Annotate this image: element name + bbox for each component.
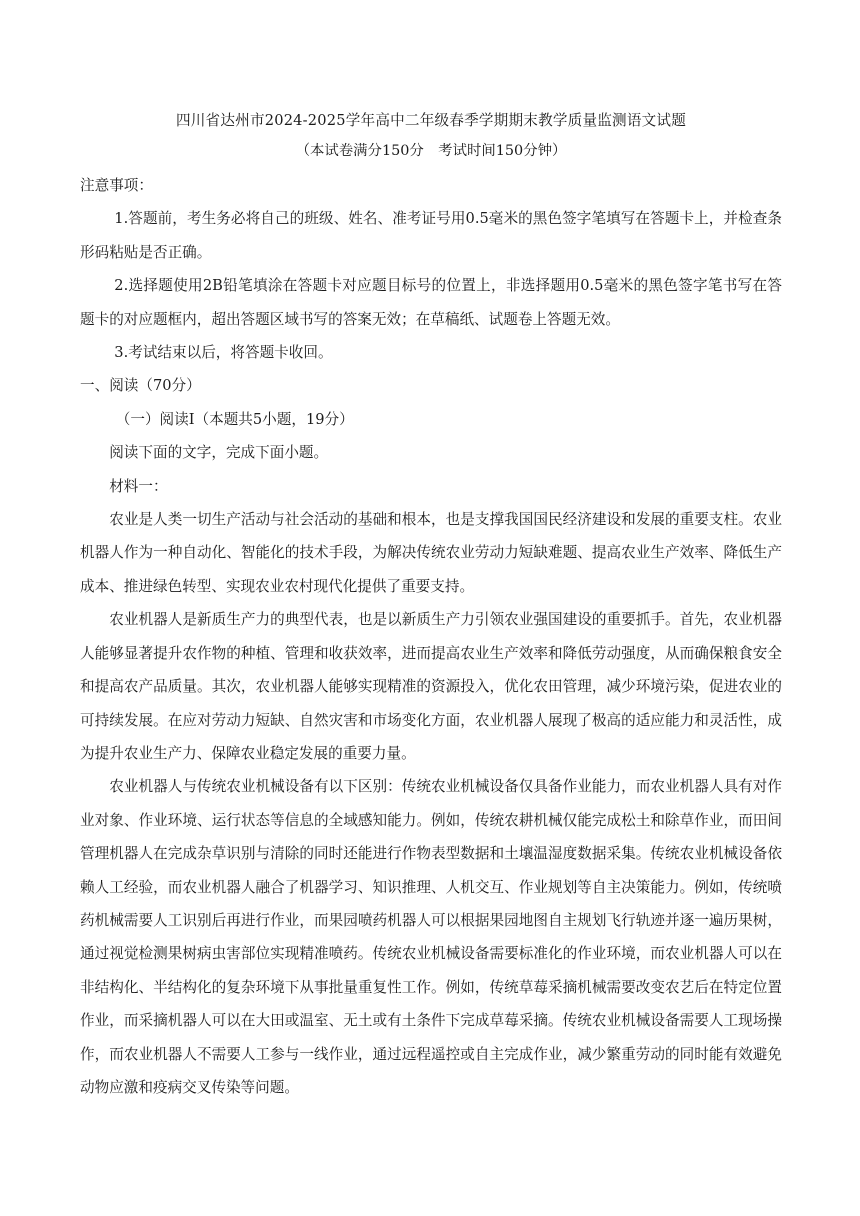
material-paragraph-1: 农业是人类一切生产活动与社会活动的基础和根本，也是支撑我国国民经济建设和发展的重要支柱。农业机器人作为一种自动化、智能化的技术手段，为解决传统农业劳动力短缺难题、提高农业生产效率、降低生产成本、推进绿色转型、实现农业农村现代化提供了重要支持。 xyxy=(80,511,782,595)
material-paragraph-2: 农业机器人是新质生产力的典型代表，也是以新质生产力引领农业强国建设的重要抓手。首先，农业机器人能够显著提升农作物的种植、管理和收获效率，进而提高农业生产效率和降低劳动强度，从而确保粮食安全和提高农产品质量。其次，农业机器人能够实现精准的资源投入，优化农田管理，减少环境污染，促进农业的可持续发展。在应对劳动力短缺、自然灾害和市场变化方面，农业机器人展现了极高的适应能力和灵活性，成为提升农业生产力、保障农业稳定发展的重要力量。 xyxy=(80,611,782,762)
notice-item-2: 2.选择题使用2B铅笔填涂在答题卡对应题目标号的位置上，非选择题用0.5毫米的黑色签字笔书写在答题卡的对应题框内，超出答题区域书写的答案无效；在草稿纸、试题卷上答题无效。 xyxy=(80,277,782,328)
material-label: 材料一： xyxy=(109,477,168,495)
reading-instruction: 阅读下面的文字，完成下面小题。 xyxy=(109,444,329,462)
section-title: 一、阅读（70分） xyxy=(80,377,201,395)
material-paragraph-3: 农业机器人与传统农业机械设备有以下区别：传统农业机械设备仅具备作业能力，而农业机器人具有对作业对象、作业环境、运行状态等信息的全域感知能力。例如，传统农耕机械仅能完成松土和除草作业，而田间管理机器人在完成杂草识别与清除的同时还能进行作物表型数据和土壤温湿度数据采集。传统农业机械设备依赖人工经验，而农业机器人融合了机器学习、知识推理、人机交互、作业规划等自主决策能力。例如，传统喷药机械需要人工识别后再进行作业，而果园喷药机器人可以根据果园地图自主规划飞行轨迹并逐一遍历果树，通过视觉检测果树病虫害部位实现精准喷药。传统农业机械设备需要标准化的作业环境，而农业机器人可以在非结构化、半结构化的复杂环境下从事批量重复性工作。例如，传统草莓采摘机械需要改变农艺后在特定位置作业，而采摘机器人可以在大田或温室、无土或有土条件下完成草莓采摘。传统农业机械设备需要人工现场操作，而农业机器人不需要人工参与一线作业，通过远程遥控或自主完成作业，减少繁重劳动的同时能有效避免动物应激和疫病交叉传染等问题。 xyxy=(80,778,782,1096)
notice-heading: 注意事项： xyxy=(80,177,153,194)
exam-title: 四川省达州市2024-2025学年高中二年级春季学期期末教学质量监测语文试题 xyxy=(175,112,687,129)
exam-page xyxy=(80,105,782,1104)
subsection-title: （一）阅读Ⅰ（本题共5小题，19分） xyxy=(115,410,354,428)
notice-item-3: 3.考试结束以后，将答题卡收回。 xyxy=(114,344,333,362)
exam-subtitle: （本试卷满分150分 考试时间150分钟） xyxy=(295,143,567,159)
notice-item-1: 1.答题前，考生务必将自己的班级、姓名、准考证号用0.5毫米的黑色签字笔填写在答题卡上，并检查条形码粘贴是否正确。 xyxy=(80,210,782,261)
